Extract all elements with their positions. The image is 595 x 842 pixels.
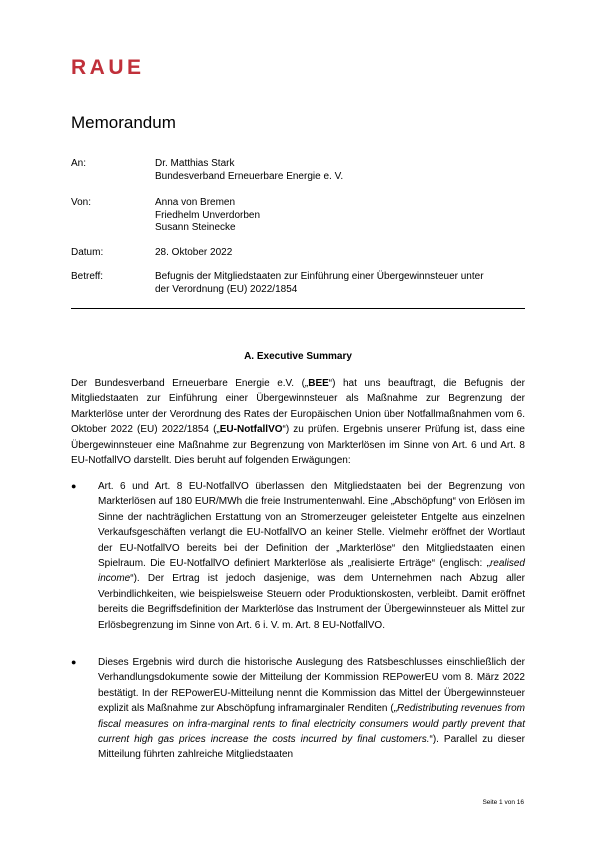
meta-to-label: An: [71, 158, 87, 169]
bullet-quote: Redistributing revenues from fiscal measures on infra-marginal rents to final electricity consumers would partly prevent that current high gas prices increase the costs incurred by final customers. [98, 703, 525, 746]
date-text: 28. Oktober 2022 [155, 247, 233, 258]
bullet-text-part: “). Der Ertrag ist jedoch dasjenige, was dem Unternehmen nach Abzug aller Verbindlichkeiten, wie beispielsweise Steuern oder Produktionskosten, verbleibt. Damit eröffnet bereits die Begriffsdefinition der Markterlöse das Instrument der Übergewinnsteuer als Mittel zur Erlösbegrenzung im Sinne von Art. 6 i. V. m. Art. 8 EU-NotfallVO. [98, 573, 525, 631]
intro-text: “) hat uns beauftragt, die Befugnis der Mitgliedstaaten zur Einführung einer Übergewinnsteuer als Maßnahme zur Begrenzung der Markterlöse unter der Verordnung des Rates der Europäischen Union über Notfallmaßnahmen vom 6. Oktober 2022 (EU) 2022/1854 („ [71, 378, 525, 436]
raue-logo: RAUE [71, 56, 145, 79]
meta-from-label: Von: [71, 197, 92, 208]
subject-line: Befugnis der Mitgliedstaaten zur Einführung einer Übergewinnsteuer unter [155, 271, 484, 282]
bullet-text-part: Dieses Ergebnis wird durch die historische Auslegung des Ratsbeschlusses einschließlich der Verhandlungsdokumente sowie der Mitteilung der Kommission REPowerEU vom 8. März 2022 bestätigt. In der REPowerEU-Mitteilung nennt die Kommission das Mittel der Übergewinnsteuer explizit als Maßnahme zur Abschöpfung inframarginaler Renditen („ [98, 657, 525, 715]
intro-text: “) zu prüfen. Ergebnis unserer Prüfung ist, dass eine Übergewinnsteuer eine Maßnahme zur Begrenzung von Markterlösen im Sinne von Art. 6 und Art. 8 EU-NotfallVO darstellt. Dies beruht auf folgenden Erwägungen: [71, 424, 525, 467]
section-heading: A. Executive Summary [244, 351, 352, 362]
meta-from-value [155, 197, 525, 235]
recipient-name: Dr. Matthias Stark [155, 158, 235, 169]
meta-date-label: Datum: [71, 247, 104, 258]
intro-paragraph [71, 376, 525, 468]
bullet-text [98, 479, 525, 633]
bullet-text-part: “). Parallel zu dieser Mitteilung führten zahlreiche Mitgliedstaaten [98, 734, 525, 761]
meta-subject-label: Betreff: [71, 271, 104, 282]
bullet-text-part: Art. 6 und Art. 8 EU-NotfallVO überlassen den Mitgliedstaaten bei der Begrenzung von Markterlösen auf 180 EUR/MWh die freie Instrumentenwahl. Eine „Abschöpfung“ von Erlösen im Sinne der nachträglichen Erstattung von an Stromerzeuger geleisteter Entgelte aus einzelnen Verkaufsgeschäften verlangt die EU-NotfallVO an keiner Stelle. Vielmehr eröffnet der Wortlaut der EU-NotfallVO bereits bei der Definition der „Markterlöse“ den Mitgliedstaaten einen Spielraum. Die EU-NotfallVO definiert Markterlöse als „realisierte Erträge“ (englisch: „ [98, 481, 525, 570]
bullet-marker: ● [71, 657, 77, 667]
meta-subject-value [155, 271, 525, 296]
bullet-quote: realised income [98, 558, 525, 585]
author-name: Susann Steinecke [155, 222, 236, 233]
meta-date-value [155, 247, 525, 260]
subject-line: der Verordnung (EU) 2022/1854 [155, 283, 298, 295]
intro-defined-term-notfallvo: EU-NotfallVO [219, 424, 283, 436]
meta-to-value [155, 158, 525, 183]
intro-text: Der Bundesverband Erneuerbare Energie e.V. („ [71, 378, 309, 389]
bullet-marker: ● [71, 481, 77, 491]
header-divider [71, 308, 525, 309]
recipient-organisation: Bundesverband Erneuerbare Energie e. V. [155, 170, 344, 182]
intro-defined-term-bee: BEE [308, 378, 329, 389]
page-number: Seite 1 von 16 [482, 799, 524, 806]
bullet-text [98, 655, 525, 763]
author-name: Anna von Bremen [155, 197, 236, 208]
document-title: Memorandum [71, 113, 176, 132]
author-name: Friedhelm Unverdorben [155, 209, 261, 221]
